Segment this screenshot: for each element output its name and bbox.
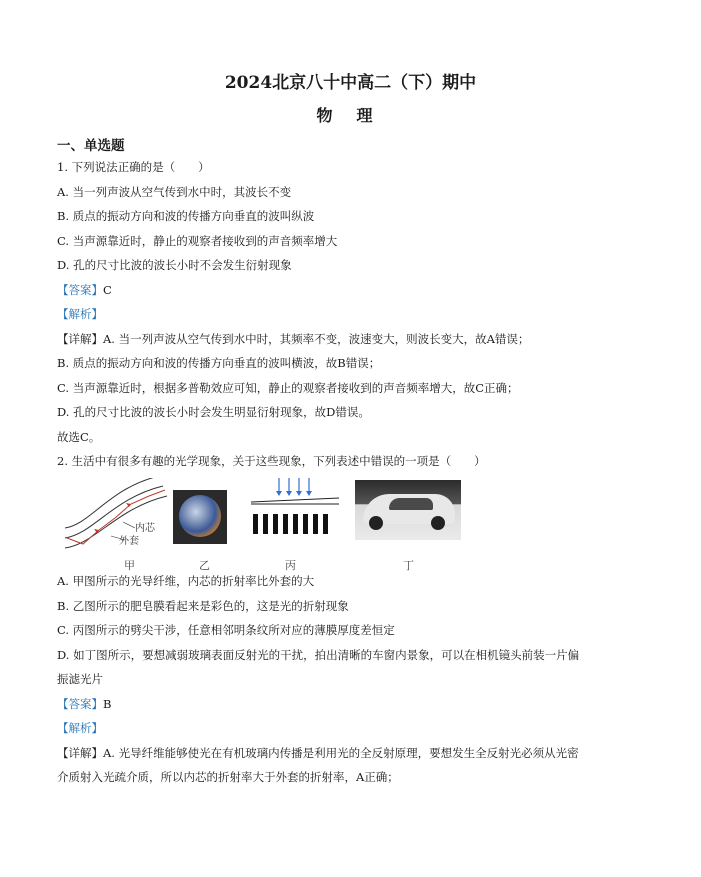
q2-option-c: C. 丙图所示的劈尖干涉，任意相邻明条纹所对应的薄膜厚度差恒定 (57, 623, 395, 637)
q2-stem: 2. 生活中有很多有趣的光学现象，关于这些现象，下列表述中错误的一项是（ ） (57, 454, 486, 468)
q1-conclusion: 故选C。 (57, 430, 101, 444)
q2-option-b: B. 乙图所示的肥皂膜看起来是彩色的，这是光的折射现象 (57, 599, 349, 613)
figure-label-ding: 丁 (403, 559, 414, 572)
q2-detail-a (57, 745, 579, 761)
car-window-figure (355, 480, 461, 540)
q1-option-b: B. 质点的振动方向和波的传播方向垂直的波叫纵波 (57, 209, 315, 223)
subject-title: 物理 (316, 106, 397, 125)
document-title: 2024北京八十中高二（下）期中 (224, 73, 477, 93)
wedge-interference-figure (249, 478, 341, 538)
soap-bubble-figure (173, 490, 227, 544)
q2-figures (57, 478, 477, 570)
figure-label-jia: 甲 (124, 559, 135, 572)
q2-answer-line (57, 696, 111, 712)
figure-label-bing: 丙 (285, 559, 296, 572)
detail-text: A. 光导纤维能够使光在有机玻璃内传播是利用光的全反射原理，要想发生全反射光必须从光密 (103, 746, 579, 760)
q1-option-c: C. 当声源靠近时，静止的观察者接收到的声音频率增大 (57, 234, 338, 248)
q1-detail-d: D. 孔的尺寸比波的波长小时会发生明显衍射现象，故D错误。 (57, 405, 370, 419)
q1-analysis-tag: 【解析】 (57, 307, 103, 321)
answer-tag: 【答案】 (57, 697, 103, 711)
detail-tag: 【详解】 (57, 332, 103, 346)
section-heading: 一、单选题 (57, 138, 125, 154)
detail-text: A. 当一列声波从空气传到水中时，其频率不变，波速变大，则波长变大，故A错误； (103, 332, 530, 346)
q1-answer-line (57, 282, 112, 298)
answer-value: C (103, 283, 112, 297)
fiber-label-core: 内芯 (135, 523, 155, 534)
q2-option-d-cont: 振滤光片 (57, 672, 103, 686)
q1-detail-b: B. 质点的振动方向和波的传播方向垂直的波叫横波，故B错误； (57, 356, 381, 370)
optical-fiber-figure (63, 478, 171, 554)
answer-tag: 【答案】 (57, 283, 103, 297)
q2-option-d: D. 如丁图所示，要想减弱玻璃表面反射光的干扰，拍出清晰的车窗内景象，可以在相机镜头前装一片偏 (57, 648, 580, 662)
q2-detail-a-cont: 介质射入光疏介质，所以内芯的折射率大于外套的折射率，A正确； (57, 770, 399, 784)
q1-option-a: A. 当一列声波从空气传到水中时，其波长不变 (57, 185, 292, 199)
figure-label-yi: 乙 (199, 559, 210, 572)
fiber-label-cladding: 外套 (119, 536, 139, 547)
q2-option-a: A. 甲图所示的光导纤维，内芯的折射率比外套的大 (57, 574, 315, 588)
q1-detail-a (57, 331, 529, 347)
q1-detail-c: C. 当声源靠近时，根据多普勒效应可知，静止的观察者接收到的声音频率增大，故C正确； (57, 381, 519, 395)
q2-analysis-tag: 【解析】 (57, 721, 103, 735)
q1-option-d: D. 孔的尺寸比波的波长小时不会发生衍射现象 (57, 258, 292, 272)
answer-value: B (103, 697, 112, 711)
detail-tag: 【详解】 (57, 746, 103, 760)
q1-stem: 1. 下列说法正确的是（ ） (57, 160, 210, 174)
